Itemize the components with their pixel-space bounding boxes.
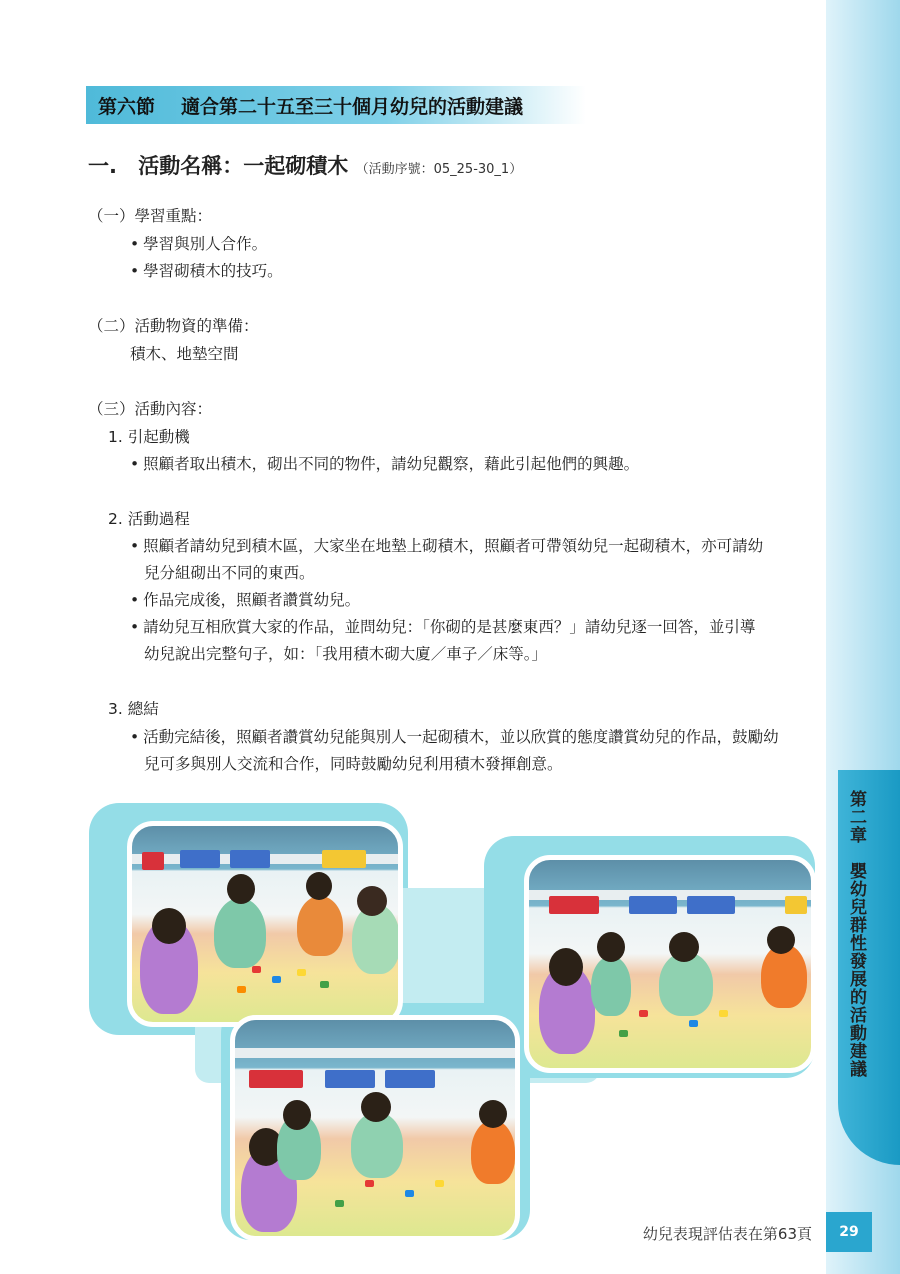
section-number: 第六節 (98, 95, 156, 118)
section-title: 適合第二十五至三十個月幼兒的活動建議 (181, 95, 524, 118)
step2-bullet-cont: 兒分組砌出不同的東西。 (144, 564, 315, 582)
step2-bullet: • 照顧者請幼兒到積木區，大家坐在地墊上砌積木，照顧者可帶領幼兒一起砌積木，亦可請幼 (130, 533, 763, 560)
page-number-text: 29 (839, 1224, 859, 1240)
chapter-label: 第二章 嬰幼兒群性發展的活動建議 (846, 790, 866, 1078)
content-heading: （三）活動內容： (88, 400, 213, 418)
activity-title (88, 150, 522, 180)
learning-focus-bullet: • 學習與別人合作。 (130, 231, 267, 258)
step3-bullet-cont: 兒可多與別人交流和合作，同時鼓勵幼兒利用積木發揮創意。 (144, 755, 563, 773)
step2-title: 2. 活動過程 (108, 510, 190, 528)
activity-number: 一. (88, 154, 117, 178)
section-header (86, 86, 586, 124)
activity-serial: （活動序號：05_25-30_1） (355, 162, 523, 177)
activity-name: 活動名稱：一起砌積木 (138, 154, 349, 178)
step3-title: 3. 總結 (108, 700, 159, 718)
page-number (826, 1212, 872, 1252)
materials-heading: （二）活動物資的準備： (88, 317, 259, 335)
learning-focus-bullet: • 學習砌積木的技巧。 (130, 258, 283, 285)
step1-title: 1. 引起動機 (108, 428, 190, 446)
activity-photo (230, 1015, 520, 1241)
step3-bullet: • 活動完結後，照顧者讚賞幼兒能與別人一起砌積木，並以欣賞的態度讚賞幼兒的作品，鼓勵幼 (130, 724, 779, 751)
step2-bullet: • 請幼兒互相欣賞大家的作品，並問幼兒：「你砌的是甚麼東西？」請幼兒逐一回答，並引導 (130, 614, 755, 641)
step2-bullet-cont: 幼兒說出完整句子，如：「我用積木砌大廈／車子／床等。」 (144, 645, 548, 663)
step2-bullet: • 作品完成後，照顧者讚賞幼兒。 (130, 587, 360, 614)
materials-items: 積木、地墊空間 (130, 345, 239, 363)
activity-photo (524, 855, 816, 1073)
activity-photo (127, 821, 403, 1027)
step1-bullet: • 照顧者取出積木，砌出不同的物件，請幼兒觀察，藉此引起他們的興趣。 (130, 451, 639, 478)
learning-focus-heading: （一）學習重點： (88, 207, 213, 225)
assessment-reference: 幼兒表現評估表在第63頁 (642, 1225, 812, 1243)
